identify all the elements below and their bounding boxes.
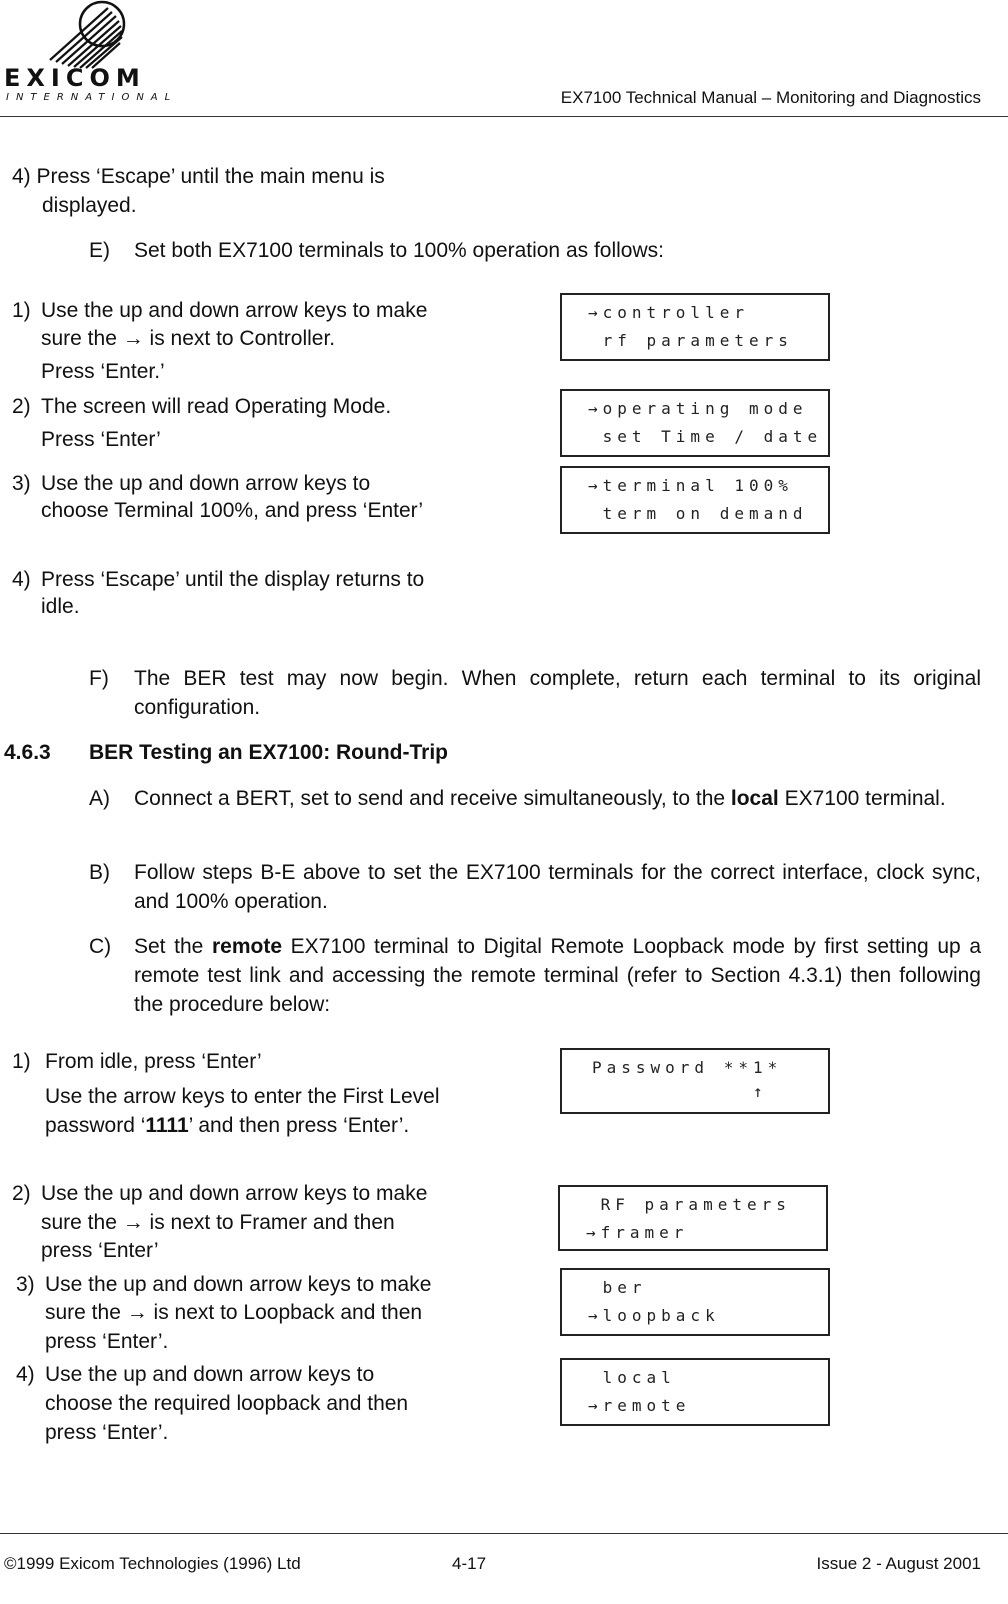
lcd-line-2: set Time / date <box>588 427 823 446</box>
lcd-display-remote <box>560 1358 830 1426</box>
lcd-line-1: local <box>588 1368 676 1387</box>
lcd-display-controller <box>560 293 830 361</box>
item-label-a: A) <box>89 787 110 810</box>
lcd-line-1: →terminal 100% <box>588 476 793 495</box>
c-step-3-line2: sure the → is next to Loopback and then <box>45 1301 423 1324</box>
lcd-display-operating-mode <box>560 389 830 457</box>
item-label-f: F) <box>89 667 109 690</box>
section-title: BER Testing an EX7100: Round-Trip <box>89 741 448 764</box>
e-step-4-number: 4) <box>12 568 31 591</box>
item-label-c: C) <box>89 935 112 958</box>
e-step-1-line1: Use the up and down arrow keys to make <box>41 299 428 322</box>
lcd-line-2: →loopback <box>588 1306 720 1325</box>
lcd-line-1: ber <box>588 1278 647 1297</box>
c-step-2-line2: sure the → is next to Framer and then <box>41 1211 395 1234</box>
step-text: Press ‘Escape’ until the main menu is <box>36 165 385 188</box>
c-step-1-line2: Use the arrow keys to enter the First Level <box>45 1085 440 1108</box>
e-step-3-line2: choose Terminal 100%, and press ‘Enter’ <box>41 499 424 522</box>
item-text-e: Set both EX7100 terminals to 100% operation as follows: <box>134 239 664 262</box>
right-arrow-icon: → <box>126 1301 148 1324</box>
c-step-1-line1: From idle, press ‘Enter’ <box>45 1050 262 1073</box>
e-step-2-line2: Press ‘Enter’ <box>41 428 161 451</box>
c-step-3-line1: Use the up and down arrow keys to make <box>45 1273 432 1296</box>
right-arrow-icon: → <box>122 1211 144 1234</box>
c-step-2-number: 2) <box>12 1182 31 1205</box>
c-step-4-line1: Use the up and down arrow keys to <box>45 1363 375 1386</box>
lcd-line-1: →operating mode <box>588 399 808 418</box>
password-value: 1111 <box>145 1114 189 1137</box>
lcd-display-terminal-100 <box>560 466 830 534</box>
step-4-main-menu <box>12 162 385 191</box>
e-step-4-line1: Press ‘Escape’ until the display returns to <box>41 568 425 591</box>
lcd-line-1: Password **1* <box>592 1058 783 1077</box>
footer-issue: Issue 2 - August 2001 <box>816 1554 981 1573</box>
logo-wordmark: EXICOM <box>4 64 146 92</box>
section-number: 4.6.3 <box>4 741 51 764</box>
e-step-1-line3: Press ‘Enter.’ <box>41 360 165 383</box>
c-step-4-line2: choose the required loopback and then <box>45 1392 409 1415</box>
lcd-display-password <box>560 1048 830 1114</box>
bold-remote: remote <box>212 935 283 958</box>
lcd-line-2: ↑ <box>592 1082 768 1101</box>
item-label-b: B) <box>89 861 110 884</box>
e-step-2-number: 2) <box>12 395 31 418</box>
lcd-line-2: →remote <box>588 1396 691 1415</box>
c-step-4-line3: press ‘Enter’. <box>45 1421 169 1444</box>
item-text-b: Follow steps B-E above to set the EX7100 terminals for the correct interface, clock sync, and 100% operation. <box>134 861 981 913</box>
c-step-1-line3: password ‘1111’ and then press ‘Enter’. <box>45 1114 410 1137</box>
e-step-1-number: 1) <box>12 299 31 322</box>
footer-rule <box>0 1533 1008 1534</box>
lcd-line-2: rf parameters <box>588 331 793 350</box>
lcd-display-loopback <box>560 1268 830 1336</box>
item-text-a: Connect a BERT, set to send and receive simultaneously, to the local EX7100 terminal. <box>134 787 946 810</box>
footer-page-number: 4-17 <box>452 1554 487 1573</box>
lcd-line-1: →controller <box>588 303 749 322</box>
company-logo <box>4 0 178 108</box>
header-rule <box>0 116 1008 117</box>
lcd-display-framer <box>558 1185 828 1251</box>
c-step-2-line3: press ‘Enter’ <box>41 1239 159 1262</box>
header-title: EX7100 Technical Manual – Monitoring and Diagnostics <box>560 88 981 107</box>
c-step-3-line3: press ‘Enter’. <box>45 1330 169 1353</box>
step-text-cont: displayed. <box>42 194 137 217</box>
c-step-3-number: 3) <box>16 1273 35 1296</box>
footer-copyright: ©1999 Exicom Technologies (1996) Ltd <box>4 1554 301 1573</box>
logo-subtitle: INTERNATIONAL <box>6 92 178 103</box>
e-step-2-line1: The screen will read Operating Mode. <box>41 395 392 418</box>
right-arrow-icon: → <box>122 327 144 350</box>
bold-local: local <box>730 787 779 810</box>
lcd-line-2: →framer <box>586 1223 689 1242</box>
item-text-c: Set the remote EX7100 terminal to Digital Remote Loopback mode by first setting up a remote test link and accessing the remote terminal (refer to Section 4.3.1) then following the procedure below: <box>134 935 982 1016</box>
item-label-e: E) <box>89 239 110 262</box>
c-step-1-number: 1) <box>12 1050 31 1073</box>
e-step-3-line1: Use the up and down arrow keys to <box>41 472 371 495</box>
lcd-line-2: term on demand <box>588 504 808 523</box>
c-step-2-line1: Use the up and down arrow keys to make <box>41 1182 428 1205</box>
e-step-3-number: 3) <box>12 472 31 495</box>
step-number: 4) <box>12 165 31 188</box>
c-step-4-number: 4) <box>16 1363 35 1386</box>
lcd-line-1: RF parameters <box>586 1195 791 1214</box>
e-step-1-line2: sure the → is next to Controller. <box>41 327 336 350</box>
item-text-f: The BER test may now begin. When complete, return each terminal to its original configuration. <box>134 667 981 719</box>
globe-logo-icon <box>4 0 174 70</box>
e-step-4-line2: idle. <box>41 595 80 618</box>
